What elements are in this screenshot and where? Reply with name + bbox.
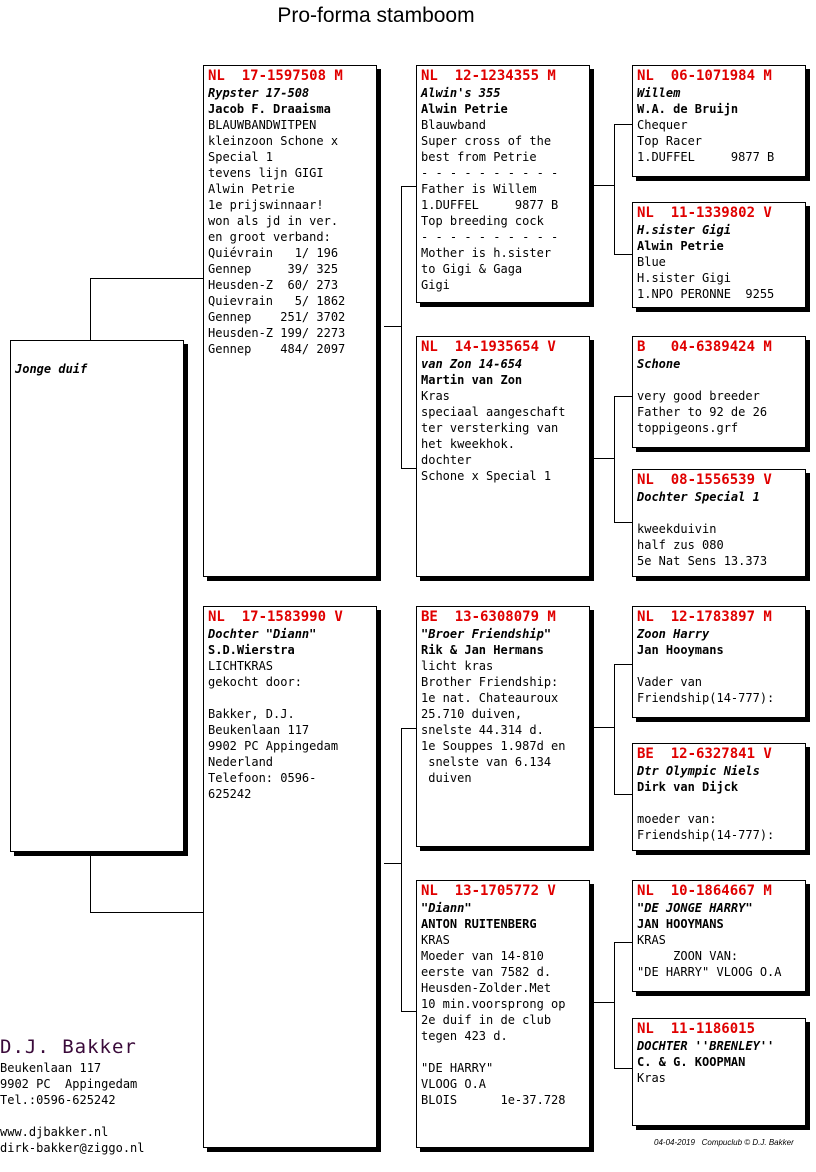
subject-name: Jonge duif xyxy=(15,362,88,376)
pigeon-owner: Jacob F. Draaisma xyxy=(208,102,331,116)
connector-line xyxy=(593,727,614,728)
pigeon-notes: Blue H.sister Gigi 1.NPO PERONNE 9255 xyxy=(637,255,775,301)
pigeon-card-great-grandparent[interactable] xyxy=(632,202,806,308)
connector-line xyxy=(593,1002,614,1003)
connector-line xyxy=(593,458,614,459)
breeder-website-link[interactable]: www.djbakker.nl xyxy=(0,1125,109,1139)
pigeon-notes: kweekduivin half zus 080 5e Nat Sens 13.373 xyxy=(637,522,768,568)
pigeon-notes: LICHTKRAS gekocht door: Bakker, D.J. Beukenlaan 117 9902 PC Appingedam Nederland Telefoon: 0596- 625242 xyxy=(208,659,339,801)
ring-number: NL 17-1583990 V xyxy=(208,609,343,625)
pigeon-card-grandparent[interactable] xyxy=(416,65,590,303)
pigeon-notes: licht kras Brother Friendship: 1e nat. Chateauroux 25.710 duiven, snelste 44.314 d. 1e Souppes 1.987d en snelste van 6.134 duiven xyxy=(421,659,566,785)
pigeon-name: Schone xyxy=(637,357,681,371)
pigeon-owner: JAN HOOYMANS xyxy=(637,917,724,931)
breeder-name: D.J. Bakker xyxy=(0,1036,137,1058)
pigeon-card-great-grandparent[interactable] xyxy=(632,880,806,992)
ring-number: B 04-6389424 M xyxy=(637,339,772,355)
ring-number: NL 10-1864667 M xyxy=(637,883,772,899)
pigeon-notes: moeder van: Friendship(14-777): xyxy=(637,812,775,842)
ring-number: NL 11-1339802 V xyxy=(637,205,772,221)
ring-number: NL 11-1186015 xyxy=(637,1021,756,1037)
pigeon-card-dam[interactable] xyxy=(203,606,377,1148)
pigeon-card-great-grandparent[interactable] xyxy=(632,1018,806,1126)
ring-number: NL 17-1597508 M xyxy=(208,68,343,84)
pigeon-name: Rypster 17-508 xyxy=(208,86,310,100)
pigeon-owner: Rik & Jan Hermans xyxy=(421,643,544,657)
connector-line xyxy=(614,396,632,397)
pigeon-card-grandparent[interactable] xyxy=(416,336,590,577)
pigeon-name: Dtr Olympic Niels xyxy=(637,764,760,778)
connector-line xyxy=(401,186,417,187)
connector-line xyxy=(90,278,91,340)
footer-credit: 04-04-2019 Compuclub © D.J. Bakker xyxy=(654,1138,794,1147)
connector-line xyxy=(90,852,91,912)
ring-number: BE 13-6308079 M xyxy=(421,609,556,625)
pigeon-notes: KRAS Moeder van 14-810 eerste van 7582 d. Heusden-Zolder.Met 10 min.voorsprong op 2e duif in de club tegen 423 d. "DE HARRY" VLOOG O.A BLOIS 1e-37.728 xyxy=(421,933,566,1107)
pigeon-name: Dochter Special 1 xyxy=(637,490,760,504)
ring-number: NL 06-1071984 M xyxy=(637,68,772,84)
ring-number: NL 13-1705772 V xyxy=(421,883,556,899)
pigeon-owner: Jan Hooymans xyxy=(637,643,724,657)
pigeon-owner: W.A. de Bruijn xyxy=(637,102,739,116)
connector-line xyxy=(401,468,417,469)
pigeon-notes: Vader van Friendship(14-777): xyxy=(637,675,775,705)
connector-line xyxy=(614,124,615,254)
pigeon-owner: ANTON RUITENBERG xyxy=(421,917,537,931)
breeder-city: 9902 PC Appingedam xyxy=(0,1077,138,1091)
connector-line xyxy=(401,728,402,1011)
pigeon-notes: Blauwband Super cross of the best from Petrie - - - - - - - - - - Father is Willem 1.DUFFEL 9877 B Top breeding cock - - - - - - - - - - Mother is h.sister to Gigi & Gaga Gigi xyxy=(421,118,559,292)
pigeon-card-grandparent[interactable] xyxy=(416,880,590,1148)
pigeon-owner: Alwin Petrie xyxy=(421,102,508,116)
ring-number: BE 12-6327841 V xyxy=(637,746,772,762)
pigeon-name: Zoon Harry xyxy=(637,627,710,641)
pigeon-card-sire[interactable] xyxy=(203,65,377,577)
pigeon-notes: Chequer Top Racer 1.DUFFEL 9877 B xyxy=(637,118,775,164)
connector-line xyxy=(614,942,615,1068)
connector-line xyxy=(90,912,204,913)
connector-line xyxy=(401,186,402,468)
subject-card[interactable] xyxy=(10,340,184,852)
connector-line xyxy=(614,124,632,125)
connector-line xyxy=(614,522,632,523)
pigeon-owner: Dirk van Dijck xyxy=(637,780,739,794)
pigeon-name: van Zon 14-654 xyxy=(421,357,523,371)
pigeon-owner: Martin van Zon xyxy=(421,373,523,387)
pigeon-card-great-grandparent[interactable] xyxy=(632,606,806,718)
breeder-street: Beukenlaan 117 xyxy=(0,1061,102,1075)
pigeon-card-great-grandparent[interactable] xyxy=(632,469,806,577)
connector-line xyxy=(90,278,204,279)
connector-line xyxy=(614,664,632,665)
pigeon-notes: Kras xyxy=(637,1071,666,1085)
ring-number: NL 12-1234355 M xyxy=(421,68,556,84)
page-title: Pro-forma stamboom xyxy=(277,4,475,27)
connector-line xyxy=(384,863,401,864)
pigeon-owner: Alwin Petrie xyxy=(637,239,724,253)
pigeon-card-great-grandparent[interactable] xyxy=(632,743,806,851)
connector-line xyxy=(614,942,632,943)
connector-line xyxy=(614,664,615,794)
connector-line xyxy=(593,185,614,186)
connector-line xyxy=(614,396,615,522)
pigeon-name: Alwin's 355 xyxy=(421,86,501,100)
pigeon-name: H.sister Gigi xyxy=(637,223,731,237)
pigeon-name: "DE JONGE HARRY" xyxy=(637,901,753,915)
breeder-phone: Tel.:0596-625242 xyxy=(0,1093,116,1107)
pigeon-card-great-grandparent[interactable] xyxy=(632,65,806,177)
breeder-email-link[interactable]: dirk-bakker@ziggo.nl xyxy=(0,1141,145,1155)
ring-number: NL 14-1935654 V xyxy=(421,339,556,355)
connector-line xyxy=(614,254,632,255)
pigeon-notes: BLAUWBANDWITPEN kleinzoon Schone x Special 1 tevens lijn GIGI Alwin Petrie 1e prijswinnaar! won als jd in ver. en groot verband: Quiévrain 1/ 196 Gennep 39/ 325 Heusden-Z 60/ 273 Quievrain 5/ 1862 Gennep 251/ 3702 Heusden-Z 199/ 2273 Gennep 484/ 2097 xyxy=(208,118,346,356)
connector-line xyxy=(614,794,632,795)
pigeon-name: Dochter "Diann" xyxy=(208,627,317,641)
pigeon-name: Willem xyxy=(637,86,681,100)
pigeon-card-great-grandparent[interactable] xyxy=(632,336,806,448)
connector-line xyxy=(614,1068,632,1069)
pigeon-owner: C. & G. KOOPMAN xyxy=(637,1055,746,1069)
ring-number: NL 08-1556539 V xyxy=(637,472,772,488)
pigeon-name: "Diann" xyxy=(421,901,472,915)
pigeon-notes: Kras speciaal aangeschaft ter versterking van het kweekhok. dochter Schone x Special 1 xyxy=(421,389,566,483)
pigeon-name: "Broer Friendship" xyxy=(421,627,552,641)
connector-line xyxy=(401,1011,417,1012)
pigeon-owner: S.D.Wierstra xyxy=(208,643,295,657)
pigeon-notes: very good breeder Father to 92 de 26 toppigeons.grf xyxy=(637,389,768,435)
pigeon-notes: KRAS ZOON VAN: "DE HARRY" VLOOG O.A xyxy=(637,933,782,979)
connector-line xyxy=(401,728,417,729)
ring-number: NL 12-1783897 M xyxy=(637,609,772,625)
pigeon-card-grandparent[interactable] xyxy=(416,606,590,847)
connector-line xyxy=(384,326,401,327)
pigeon-name: DOCHTER ''BRENLEY'' xyxy=(637,1039,775,1053)
